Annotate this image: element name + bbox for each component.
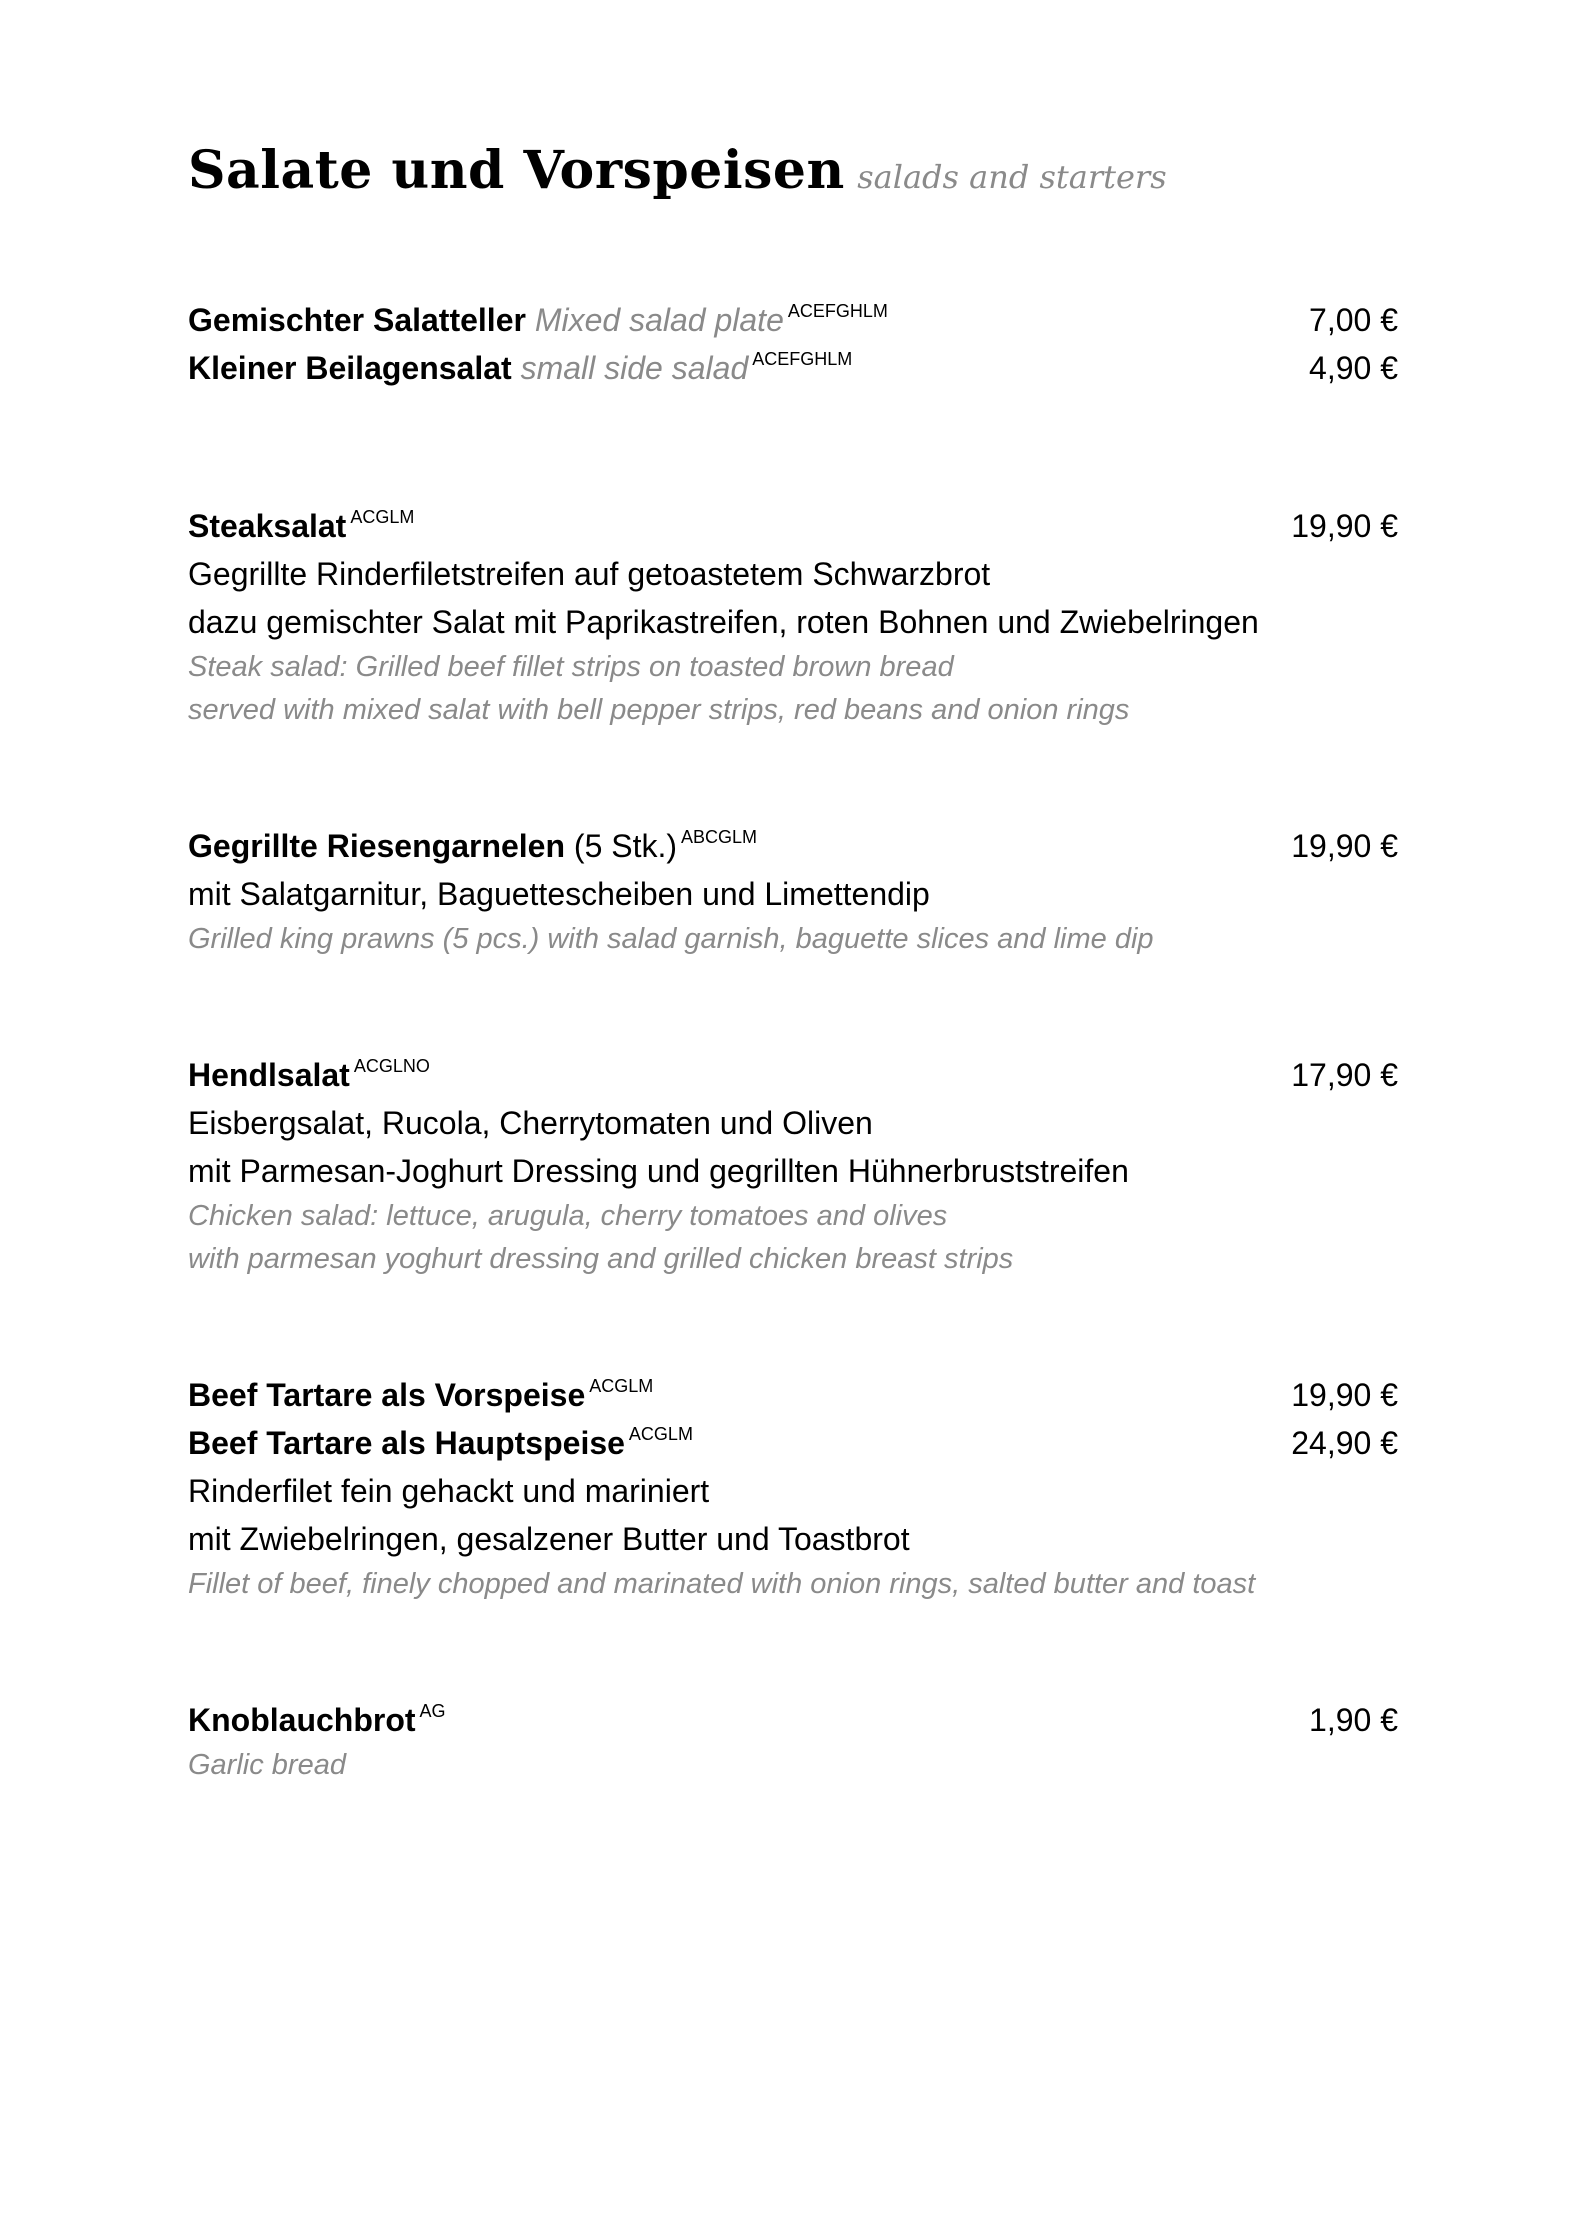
dish-name: Kleiner Beilagensalat bbox=[188, 350, 512, 386]
menu-item-line bbox=[188, 1371, 1398, 1419]
dish-price: 19,90 € bbox=[1291, 1377, 1398, 1413]
dish-description: Gegrillte Rinderfiletstreifen auf getoastetem Schwarzbrot bbox=[188, 556, 991, 592]
dish-name: Gegrillte Riesengarnelen bbox=[188, 828, 566, 864]
dish-description: mit Parmesan-Joghurt Dressing und gegrillten Hühnerbruststreifen bbox=[188, 1153, 1129, 1189]
menu-item-riesengarnelen bbox=[188, 822, 1398, 961]
dish-name: Knoblauchbrot bbox=[188, 1702, 416, 1738]
allergen-codes: ACGLM bbox=[350, 507, 415, 527]
dish-description: Eisbergsalat, Rucola, Cherrytomaten und Oliven bbox=[188, 1105, 873, 1141]
dish-description-english: Garlic bread bbox=[188, 1749, 346, 1781]
page-subtitle: salads and starters bbox=[857, 158, 1167, 196]
allergen-codes: AG bbox=[419, 1701, 446, 1721]
menu-item-beef-tartare bbox=[188, 1371, 1398, 1606]
allergen-codes: ABCGLM bbox=[681, 827, 758, 847]
page-heading bbox=[188, 140, 1167, 201]
allergen-codes: ACEFGHLM bbox=[752, 349, 853, 369]
dish-price: 7,00 € bbox=[1309, 302, 1398, 338]
dish-description-english: served with mixed salat with bell pepper strips, red beans and onion rings bbox=[188, 694, 1130, 726]
dish-description: mit Zwiebelringen, gesalzener Butter und Toastbrot bbox=[188, 1521, 910, 1557]
dish-quantity: (5 Stk.) bbox=[573, 828, 678, 864]
menu-item-line bbox=[188, 1051, 1398, 1099]
allergen-codes: ACGLM bbox=[628, 1424, 693, 1444]
dish-name-english: Mixed salad plate bbox=[534, 302, 784, 338]
menu-item-line bbox=[188, 822, 1398, 870]
dish-name: Beef Tartare als Hauptspeise bbox=[188, 1425, 625, 1461]
dish-name-english: small side salad bbox=[520, 350, 749, 386]
menu-item-line bbox=[188, 502, 1398, 550]
menu-item-steaksalat bbox=[188, 502, 1398, 732]
allergen-codes: ACEFGHLM bbox=[787, 301, 888, 321]
dish-price: 24,90 € bbox=[1291, 1425, 1398, 1461]
dish-name: Gemischter Salatteller bbox=[188, 302, 526, 338]
menu-list bbox=[188, 296, 1398, 1877]
dish-description-english: Chicken salad: lettuce, arugula, cherry tomatoes and olives bbox=[188, 1200, 948, 1232]
dish-name: Hendlsalat bbox=[188, 1057, 350, 1093]
menu-item-simple-salads bbox=[188, 296, 1398, 392]
dish-name: Steaksalat bbox=[188, 508, 347, 544]
dish-price: 17,90 € bbox=[1291, 1057, 1398, 1093]
dish-price: 19,90 € bbox=[1291, 828, 1398, 864]
dish-price: 4,90 € bbox=[1309, 350, 1398, 386]
menu-item-line bbox=[188, 296, 1398, 344]
dish-description: Rinderfilet fein gehackt und mariniert bbox=[188, 1473, 710, 1509]
dish-price: 19,90 € bbox=[1291, 508, 1398, 544]
menu-item-line bbox=[188, 1419, 1398, 1467]
menu-item-line bbox=[188, 344, 1398, 392]
dish-description-english: with parmesan yoghurt dressing and grilled chicken breast strips bbox=[188, 1243, 1014, 1275]
dish-price: 1,90 € bbox=[1309, 1702, 1398, 1738]
dish-description-english: Grilled king prawns (5 pcs.) with salad garnish, baguette slices and lime dip bbox=[188, 923, 1154, 955]
dish-description-english: Fillet of beef, finely chopped and marinated with onion rings, salted butter and toast bbox=[188, 1568, 1256, 1600]
dish-description-english: Steak salad: Grilled beef fillet strips on toasted brown bread bbox=[188, 651, 954, 683]
menu-item-hendlsalat bbox=[188, 1051, 1398, 1281]
dish-name: Beef Tartare als Vorspeise bbox=[188, 1377, 586, 1413]
dish-description: mit Salatgarnitur, Baguettescheiben und Limettendip bbox=[188, 876, 930, 912]
allergen-codes: ACGLM bbox=[589, 1376, 654, 1396]
dish-description: dazu gemischter Salat mit Paprikastreifen, roten Bohnen und Zwiebelringen bbox=[188, 604, 1259, 640]
page-title: Salate und Vorspeisen bbox=[188, 140, 845, 201]
menu-item-knoblauchbrot bbox=[188, 1696, 1398, 1787]
menu-item-line bbox=[188, 1696, 1398, 1744]
allergen-codes: ACGLNO bbox=[353, 1056, 430, 1076]
